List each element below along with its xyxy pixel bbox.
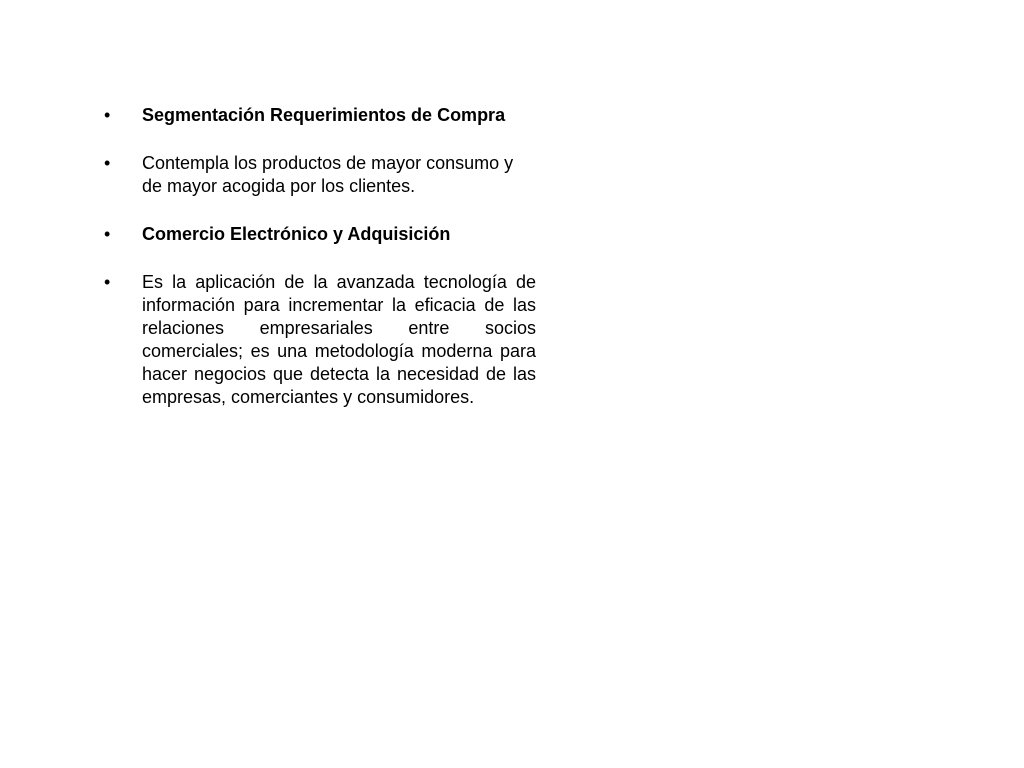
- bullet-item-comercio-heading: [104, 223, 536, 246]
- bullet-icon: •: [104, 224, 111, 244]
- bullet-icon: •: [104, 105, 111, 125]
- bullet-text: Comercio Electrónico y Adquisición: [142, 224, 451, 244]
- bullet-icon: •: [104, 153, 111, 173]
- bullet-item-definicion: [104, 271, 536, 409]
- bullet-list: [104, 104, 536, 434]
- bullet-text: Es la aplicación de la avanzada tecnología de información para incrementar la eficacia de las relaciones empresariales entre socios comerciales; es una metodología moderna para hacer negocios que detecta la necesidad de las empresas, comerciantes y consumidores.: [142, 272, 536, 407]
- bullet-text: Segmentación Requerimientos de Compra: [142, 105, 506, 125]
- bullet-icon: •: [104, 272, 111, 292]
- bullet-item-segmentacion-heading: [104, 104, 536, 127]
- bullet-item-contempla: [104, 152, 536, 198]
- bullet-text: Contempla los productos de mayor consumo y de mayor acogida por los clientes.: [142, 153, 514, 196]
